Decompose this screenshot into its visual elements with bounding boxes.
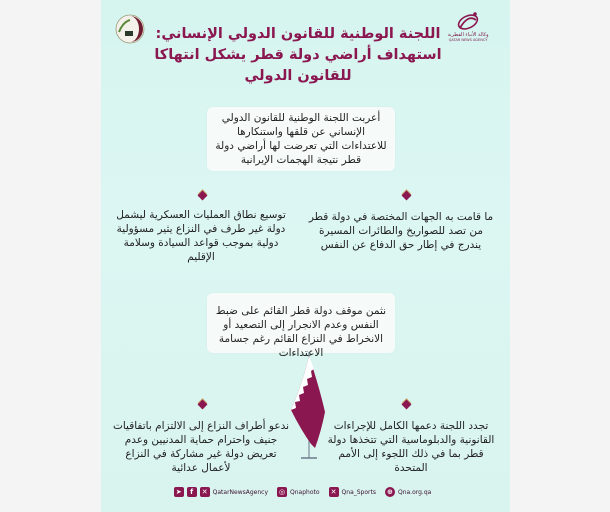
x-icon[interactable]: ✕ xyxy=(329,487,339,497)
point-sovereignty: توسيع نطاق العمليات العسكرية ليشمل دولة غير طرف في النزاع يثير مسؤولية دولية بموجب قواعد السيادة وسلامة الإقليم xyxy=(116,209,286,263)
website-link[interactable]: Qna.org.qa xyxy=(397,488,432,496)
point-legal-support: تجدد اللجنة دعمها الكامل للإجراءات القانونية والدبلوماسية التي تتخذها دولة قطر بما في ذلك اللجوء إلى الأمم المتحدة xyxy=(327,420,495,474)
handle-main[interactable]: QatarNewsAgency xyxy=(212,488,269,496)
facebook-icon[interactable]: f xyxy=(187,487,197,497)
diamond-bullet-icon xyxy=(198,191,208,201)
point-geneva-conventions: ندعو أطراف النزاع إلى الالتزام باتفاقيات جنيف واحترام حماية المدنيين وعدم تعريض دولة غير مشاركة في النزاع لأعمال عدائية xyxy=(112,420,290,474)
handle-instagram[interactable]: Qnaphoto xyxy=(290,488,320,496)
page-title: اللجنة الوطنية للقانون الدولي الإنساني: استهداف أراضي دولة قطر يشكل انتهاكا للقانون الدولي xyxy=(154,26,442,84)
instagram-icon[interactable]: ◎ xyxy=(278,488,286,496)
infographic-poster xyxy=(101,0,510,512)
diamond-bullet-icon xyxy=(402,191,412,201)
qna-emblem-icon xyxy=(455,10,481,32)
diamond-bullet-icon xyxy=(402,400,412,410)
point-self-defense: ما قامت به الجهات المختصة في دولة قطر من تصد للصواريخ والطائرات المسيرة يندرج في إطار حق الدفاع عن النفس xyxy=(308,211,494,251)
x-icon[interactable]: ✕ xyxy=(200,487,210,497)
statement-card-restraint: نثمن موقف دولة قطر القائم على ضبط النفس وعدم الانجرار إلى التصعيد أو الانخراط في النزاع القائم رغم جسامة الاعتداءات xyxy=(207,293,395,353)
statement-card-concern: أعربت اللجنة الوطنية للقانون الدولي الإنساني عن قلقها واستنكارها للاعتداءات التي تعرضت لها أراضي دولة قطر نتيجة الهجمات الإيرانية xyxy=(207,107,395,171)
qna-name-en: QATAR NEWS AGENCY xyxy=(448,38,488,42)
social-footer xyxy=(101,485,510,499)
globe-icon[interactable]: ⊕ xyxy=(385,487,395,497)
telegram-icon[interactable]: ➤ xyxy=(174,487,184,497)
diamond-bullet-icon xyxy=(198,400,208,410)
handle-sports[interactable]: Qna_Sports xyxy=(341,488,376,496)
qna-name-ar: وكالة الأنباء القطرية xyxy=(447,32,489,38)
